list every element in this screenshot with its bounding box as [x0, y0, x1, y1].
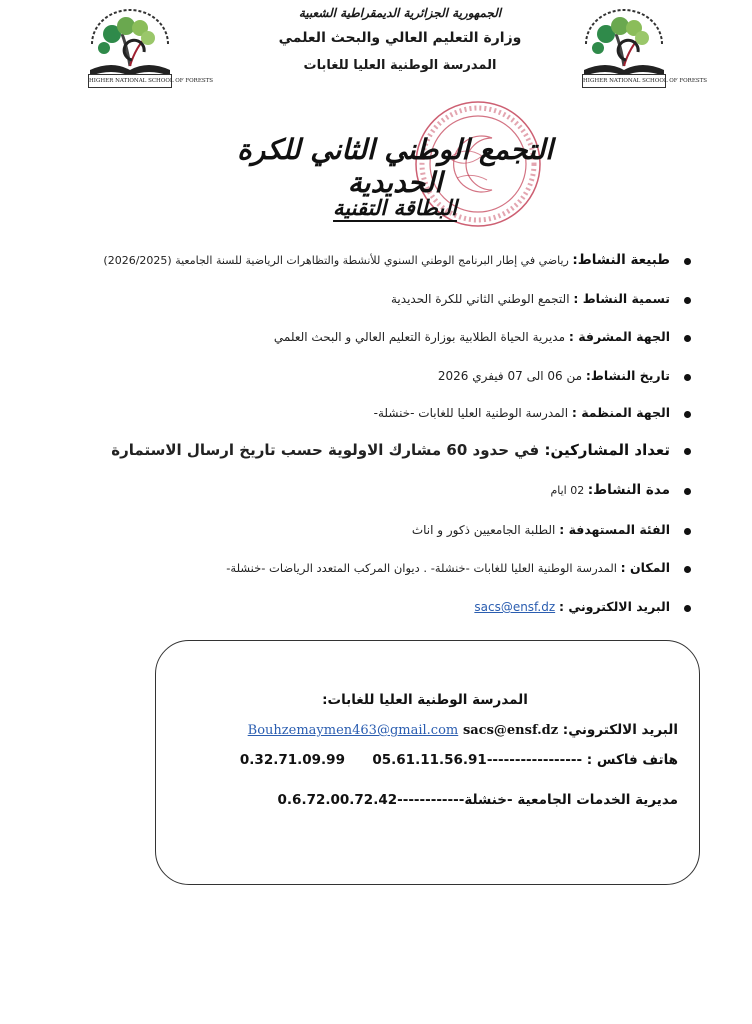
list-item-participants	[111, 441, 670, 459]
bullet-icon	[684, 297, 691, 304]
item-value: مديرية الحياة الطلابية بوزارة التعليم العالي و البحث العلمي	[273, 330, 569, 344]
bullet-icon	[684, 335, 691, 342]
contact-services-label: مديرية الخدمات الجامعية -خنشلة------------	[397, 792, 678, 808]
header-ministry: وزارة التعليم العالي والبحث العلمي	[278, 30, 522, 46]
document-subtitle: البطاقة التقنية	[333, 195, 457, 220]
item-label: تعداد المشاركين:	[544, 441, 670, 459]
item-value: 02 ايام	[550, 484, 588, 497]
item-label: طبيعة النشاط:	[572, 252, 670, 268]
document-title: التجمع الوطني الثاني للكرة الحديدية	[237, 133, 553, 199]
bullet-icon	[684, 566, 691, 573]
school-logo-left	[82, 4, 214, 94]
contact-email-label: البريد الالكتروني:	[562, 722, 678, 738]
header-school: المدرسة الوطنية العليا للغابات	[303, 58, 497, 73]
list-item-target	[412, 522, 670, 537]
item-value: في حدود 60 مشارك الاولوية حسب تاريخ ارسال الاستمارة	[111, 441, 545, 459]
item-label: الجهة المشرفة :	[568, 329, 670, 344]
bullet-icon	[684, 411, 691, 418]
list-item-email	[474, 599, 670, 614]
item-label: الجهة المنظمة :	[571, 405, 670, 420]
item-label: البريد الالكتروني :	[558, 599, 670, 614]
header-republic: الجمهورية الجزائرية الديمقراطية الشعبية	[298, 6, 502, 20]
item-label: مدة النشاط:	[587, 482, 670, 498]
contact-email-row	[248, 722, 678, 738]
list-item-activity-name	[391, 291, 670, 306]
list-item-duration	[550, 482, 670, 498]
list-item-date	[438, 368, 670, 383]
bullet-icon	[684, 448, 691, 455]
item-label: تسمية النشاط :	[573, 291, 670, 306]
item-value: المدرسة الوطنية العليا للغابات -خنشلة-	[373, 406, 572, 420]
contact-email-plain: sacs@ensf.dz	[462, 723, 559, 738]
list-item-location	[226, 560, 670, 575]
bullet-icon	[684, 528, 691, 535]
list-item-supervisor	[274, 329, 670, 344]
logo-caption: HIGHER NATIONAL SCHOOL OF FORESTS	[582, 74, 666, 88]
item-value: من 06 الى 07 فيفري 2026	[437, 369, 586, 383]
bullet-icon	[684, 488, 691, 495]
item-value: الطلبة الجامعيين ذكور و اناث	[411, 523, 560, 537]
bullet-icon	[684, 258, 691, 265]
logo-caption: HIGHER NATIONAL SCHOOL OF FORESTS	[88, 74, 172, 88]
email-link[interactable]: sacs@ensf.dz	[474, 600, 556, 614]
bullet-icon	[684, 374, 691, 381]
list-item-activity-nature	[103, 252, 670, 268]
contact-heading: المدرسة الوطنية العليا للغابات:	[322, 692, 528, 708]
contact-phone-label: هاتف فاكس :	[586, 752, 678, 768]
item-value: التجمع الوطني الثاني للكرة الحديدية	[391, 292, 574, 306]
item-label: الفئة المستهدفة :	[559, 522, 670, 537]
bullet-icon	[684, 605, 691, 612]
item-label: المكان :	[620, 560, 670, 575]
contact-email-link[interactable]: Bouhzemaymen463@gmail.com	[247, 723, 459, 738]
contact-services-phone: 0.6.72.00.72.42	[277, 792, 398, 808]
school-logo-right	[576, 4, 708, 94]
contact-services-row	[278, 792, 678, 808]
contact-phone-1: 0.32.71.09.99	[239, 752, 345, 768]
item-value: المدرسة الوطنية العليا للغابات -خنشلة- . ديوان المركب المتعدد الرياضات -خنشلة-	[226, 561, 621, 575]
contact-phone-2: 05.61.11.56.91-----------------	[372, 752, 583, 768]
item-value: رياضي في إطار البرنامج الوطني السنوي للأنشطة والتظاهرات الرياضية للسنة الجامعية (2026/2025)	[103, 254, 573, 267]
item-label: تاريخ النشاط:	[585, 368, 670, 383]
list-item-organizer	[374, 405, 670, 420]
contact-phone-row	[240, 752, 678, 768]
